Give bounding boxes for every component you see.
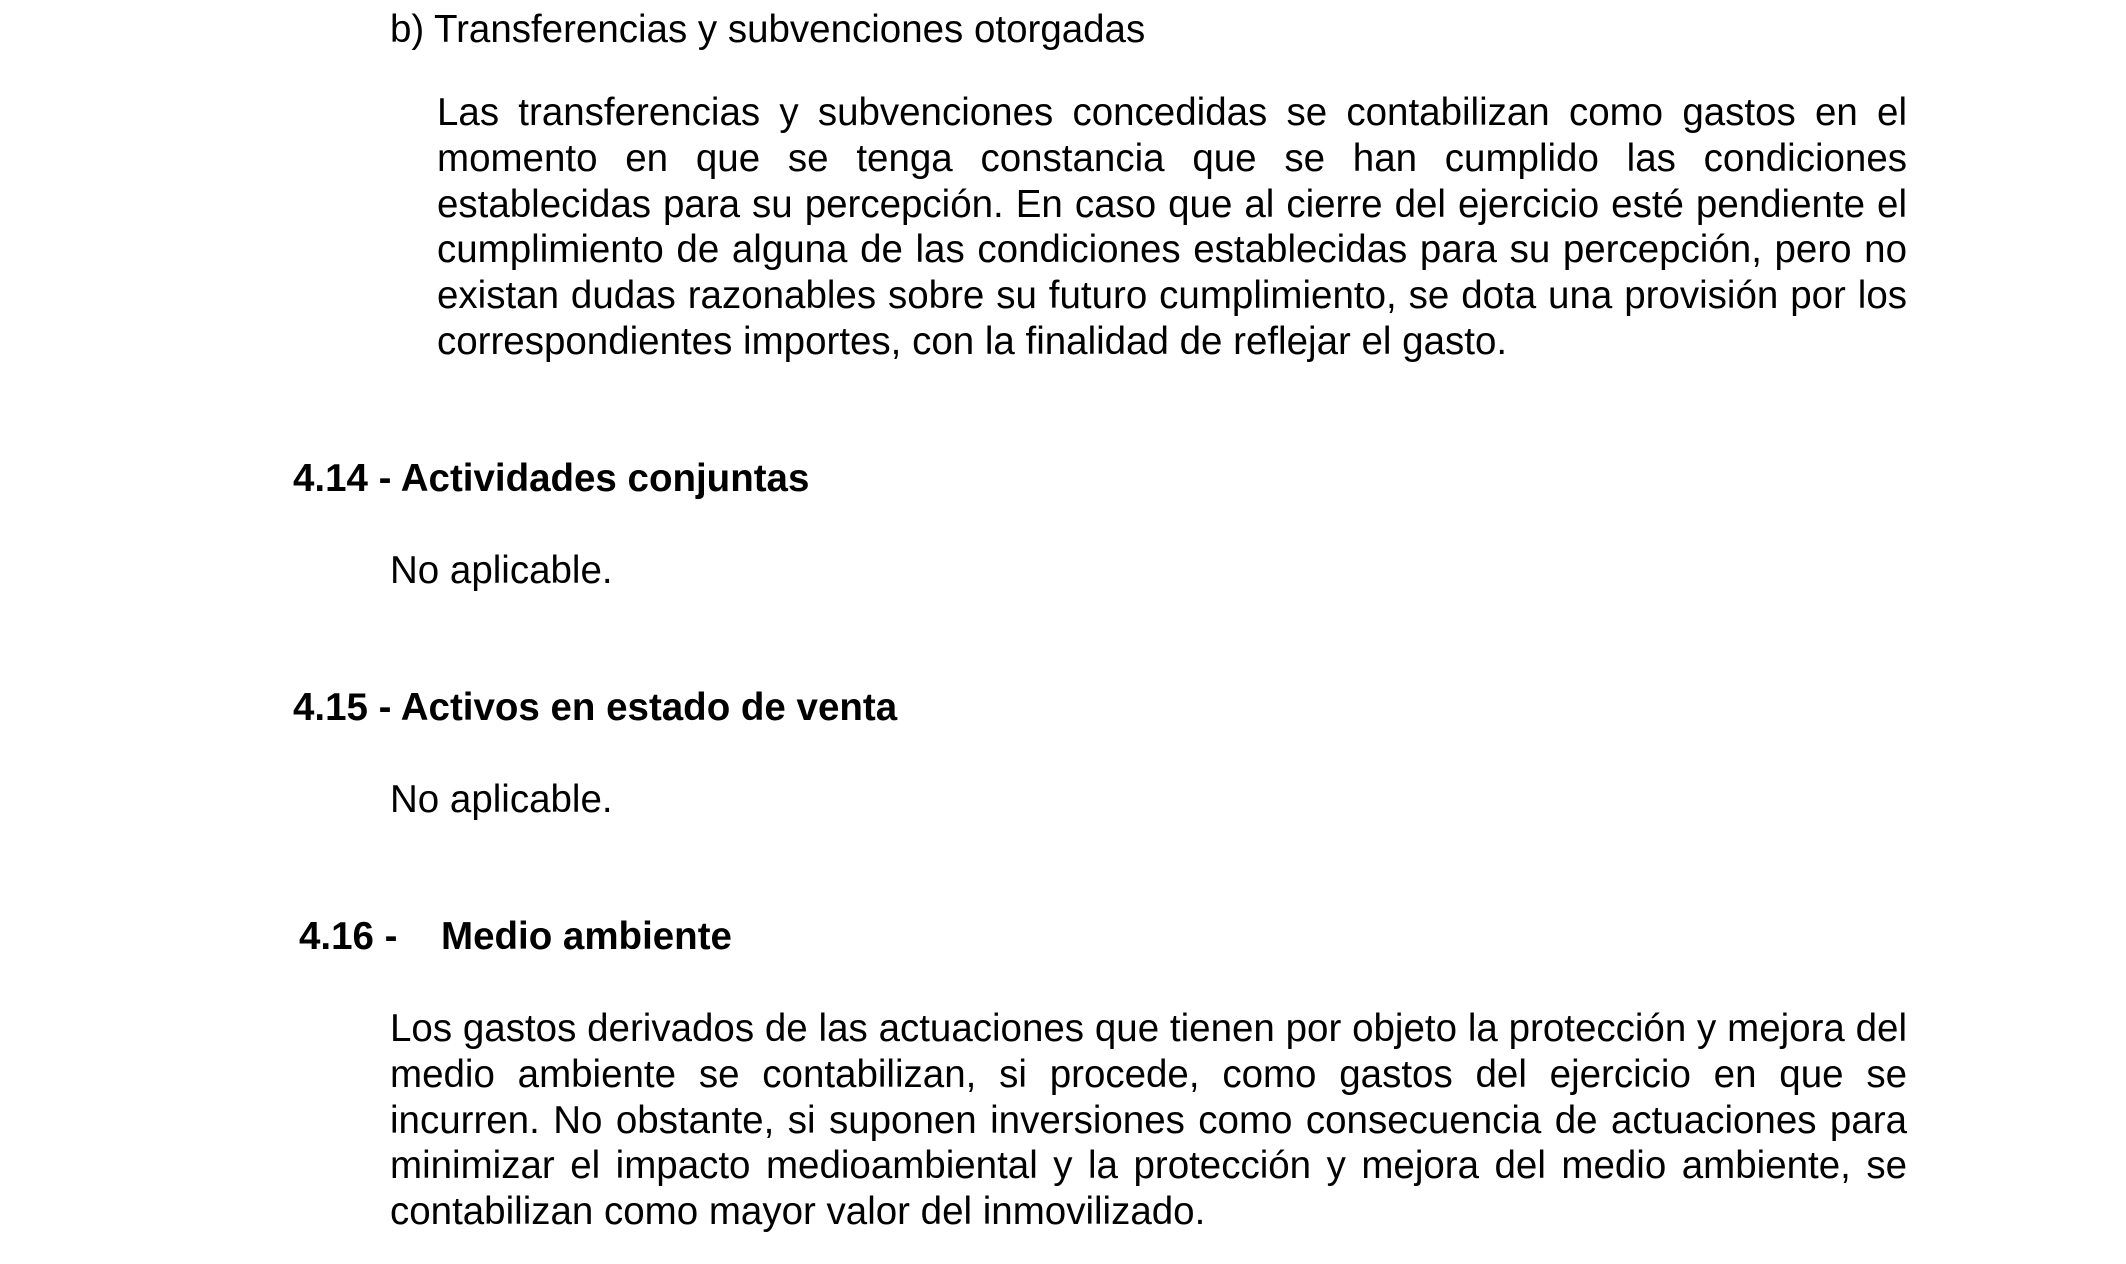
section-number: 4.14 - — [293, 457, 392, 500]
section-body-4-16: Los gastos derivados de las actuaciones que tienen por objeto la protección y mejora del medio ambiente se contabilizan, si procede, como gastos del ejercicio en que se incurren. No obstante, si suponen inversiones como consecuencia de actuaciones para minimizar el impacto medioambiental y la protección y mejora del medio ambiente, se contabilizan como mayor valor del inmovilizado. — [390, 1007, 1907, 1234]
section-body-4-15: No aplicable. — [390, 778, 613, 821]
subsection-label: b) — [390, 8, 425, 51]
section-title: Medio ambiente — [441, 915, 732, 958]
section-title: Activos en estado de venta — [400, 686, 898, 729]
subsection-heading-b — [390, 7, 1890, 53]
subsection-b-paragraph: Las transferencias y subvenciones concedidas se contabilizan como gastos en el momento en que se tenga constancia que se han cumplido las condiciones establecidas para su percepción. En caso que al cierre del ejercicio esté pendiente el cumplimiento de alguna de las condiciones establecidas para su percepción, pero no existan dudas razonables sobre su futuro cumplimiento, se dota una provisión por los correspondientes importes, con la finalidad de reflejar el gasto. — [437, 91, 1907, 363]
section-heading-4-16 — [299, 914, 732, 960]
section-number: 4.16 - — [299, 915, 398, 958]
section-title: Actividades conjuntas — [400, 457, 810, 500]
section-heading-4-14 — [293, 456, 809, 502]
section-body-4-14: No aplicable. — [390, 549, 613, 592]
section-number: 4.15 - — [293, 686, 392, 729]
subsection-title: Transferencias y subvenciones otorgadas — [434, 8, 1146, 51]
section-heading-4-15 — [293, 685, 897, 731]
